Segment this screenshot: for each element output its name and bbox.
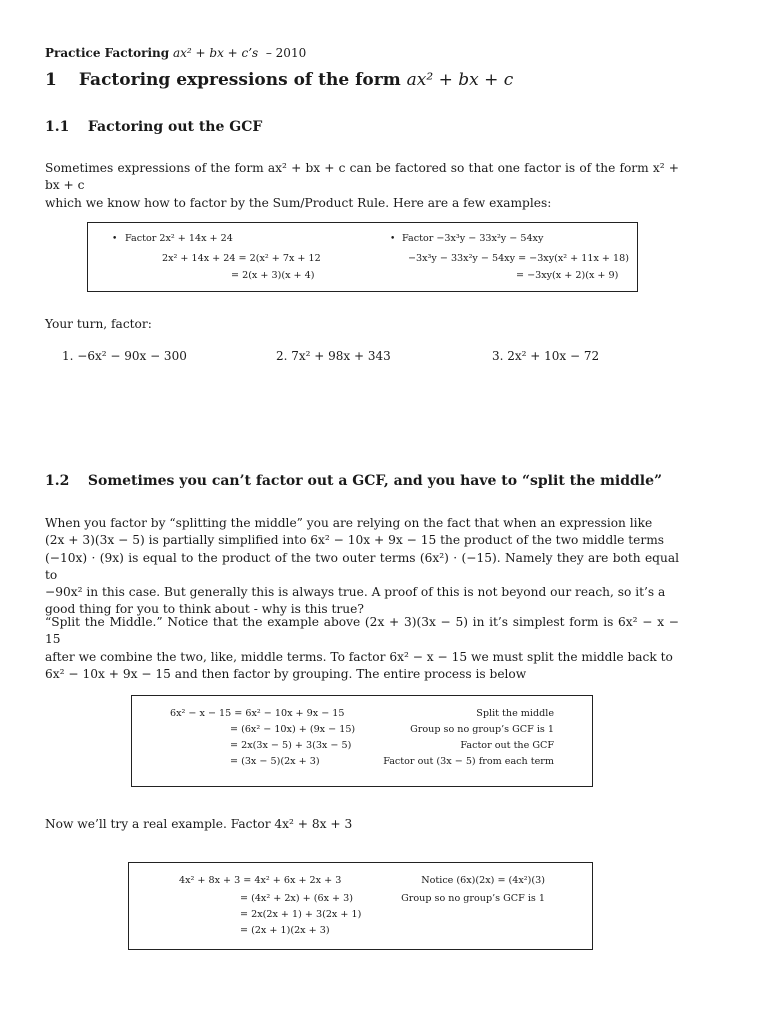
paragraph-line: 6x² − 10x + 9x − 15 and then factor by grouping. The entire process is below (45, 666, 527, 681)
section-1-2-title: Sometimes you can’t factor out a GCF, and you have to “split the middle” (87, 473, 663, 489)
section-1-title-math: ax² + bx + c (406, 70, 514, 90)
section-1-1-intro (45, 160, 679, 212)
header-title-math: ax² + bx + c’s (172, 46, 259, 60)
split-step-line: = (6x² − 10x) + (9x − 15) (230, 724, 356, 735)
example-right-line: −3x³y − 33x²y − 54xy = −3xy(x² + 11x + 18) (408, 253, 629, 264)
paragraph-line: When you factor by “splitting the middle” you are relying on the fact that when an expression like (45, 516, 653, 530)
section-1-1-heading (45, 119, 262, 135)
split-step-line: 6x² − x − 15 = 6x² − 10x + 9x − 15 (170, 708, 345, 719)
section-1-number: 1 (45, 70, 57, 90)
intro-line: Sometimes expressions of the form ax² + bx + c can be factored so that one factor is of the form x² + bx + c (45, 161, 679, 193)
split-step-line: = 2x(3x − 5) + 3(3x − 5) (230, 740, 352, 751)
section-1-title: Factoring expressions of the form (78, 70, 401, 90)
header-title: Practice Factoring (45, 46, 170, 60)
split-step-line: = (3x − 5)(2x + 3) (230, 756, 320, 767)
exercise-item: 1. −6x² − 90x − 300 (62, 349, 187, 363)
your-turn-label: Your turn, factor: (45, 317, 152, 331)
paragraph-line: (−10x) · (9x) is equal to the product of the two outer terms (6x²) · (−15). Namely they are both equal to (45, 550, 679, 582)
paragraph-line: good thing for you to think about - why is this true? (45, 602, 364, 617)
real-step-note: Group so no group’s GCF is 1 (401, 893, 545, 904)
real-step-line: = 2x(2x + 1) + 3(2x + 1) (240, 909, 362, 920)
document-header (45, 46, 306, 60)
example-left-prompt: Factor 2x² + 14x + 24 (125, 233, 233, 244)
real-example-text: Now we’ll try a real example. Factor 4x² + 8x + 3 (45, 817, 353, 831)
split-step-note: Group so no group’s GCF is 1 (410, 724, 554, 735)
real-step-note: Notice (6x)(2x) = (4x²)(3) (421, 875, 545, 886)
real-step-line: = (4x² + 2x) + (6x + 3) (240, 893, 353, 904)
split-middle-box (131, 695, 593, 787)
gcf-examples-box (87, 222, 638, 292)
section-1-2-number: 1.2 (45, 473, 70, 489)
section-1-2-heading (45, 473, 662, 489)
section-1-1-number: 1.1 (45, 119, 70, 135)
bullet-icon: • (390, 234, 396, 244)
section-1-heading (45, 70, 513, 90)
section-1-2-paragraph-1 (45, 515, 679, 619)
exercise-item: 2. 7x² + 98x + 343 (276, 349, 391, 363)
example-right-line: = −3xy(x + 2)(x + 9) (516, 270, 619, 281)
section-1-1-title: Factoring out the GCF (87, 119, 263, 135)
real-step-line: = (2x + 1)(2x + 3) (240, 925, 330, 936)
real-step-line: 4x² + 8x + 3 = 4x² + 6x + 2x + 3 (179, 875, 342, 886)
intro-line: which we know how to factor by the Sum/Product Rule. Here are a few examples: (45, 195, 552, 210)
example-left-line: = 2(x + 3)(x + 4) (231, 270, 315, 281)
split-step-note: Split the middle (476, 708, 554, 719)
paragraph-line: after we combine the two, like, middle terms. To factor 6x² − x − 15 we must split the middle back to (45, 649, 673, 664)
paragraph-line: −90x² in this case. But generally this is always true. A proof of this is not beyond our reach, so it’s a (45, 585, 666, 600)
paragraph-line: “Split the Middle.” Notice that the example above (2x + 3)(3x − 5) in it’s simplest form is 6x² − x − 15 (45, 615, 679, 647)
real-example-box (128, 862, 593, 950)
split-step-note: Factor out the GCF (460, 740, 554, 751)
exercise-item: 3. 2x² + 10x − 72 (492, 349, 600, 363)
section-1-2-paragraph-2 (45, 614, 679, 683)
paragraph-line: (2x + 3)(3x − 5) is partially simplified into 6x² − 10x + 9x − 15 the product of the two middle terms (45, 533, 665, 548)
example-right-prompt: Factor −3x³y − 33x²y − 54xy (402, 233, 544, 244)
example-left-line: 2x² + 14x + 24 = 2(x² + 7x + 12 (162, 253, 321, 264)
bullet-icon: • (112, 234, 118, 244)
split-step-note: Factor out (3x − 5) from each term (383, 756, 554, 767)
header-year: – 2010 (265, 46, 307, 60)
